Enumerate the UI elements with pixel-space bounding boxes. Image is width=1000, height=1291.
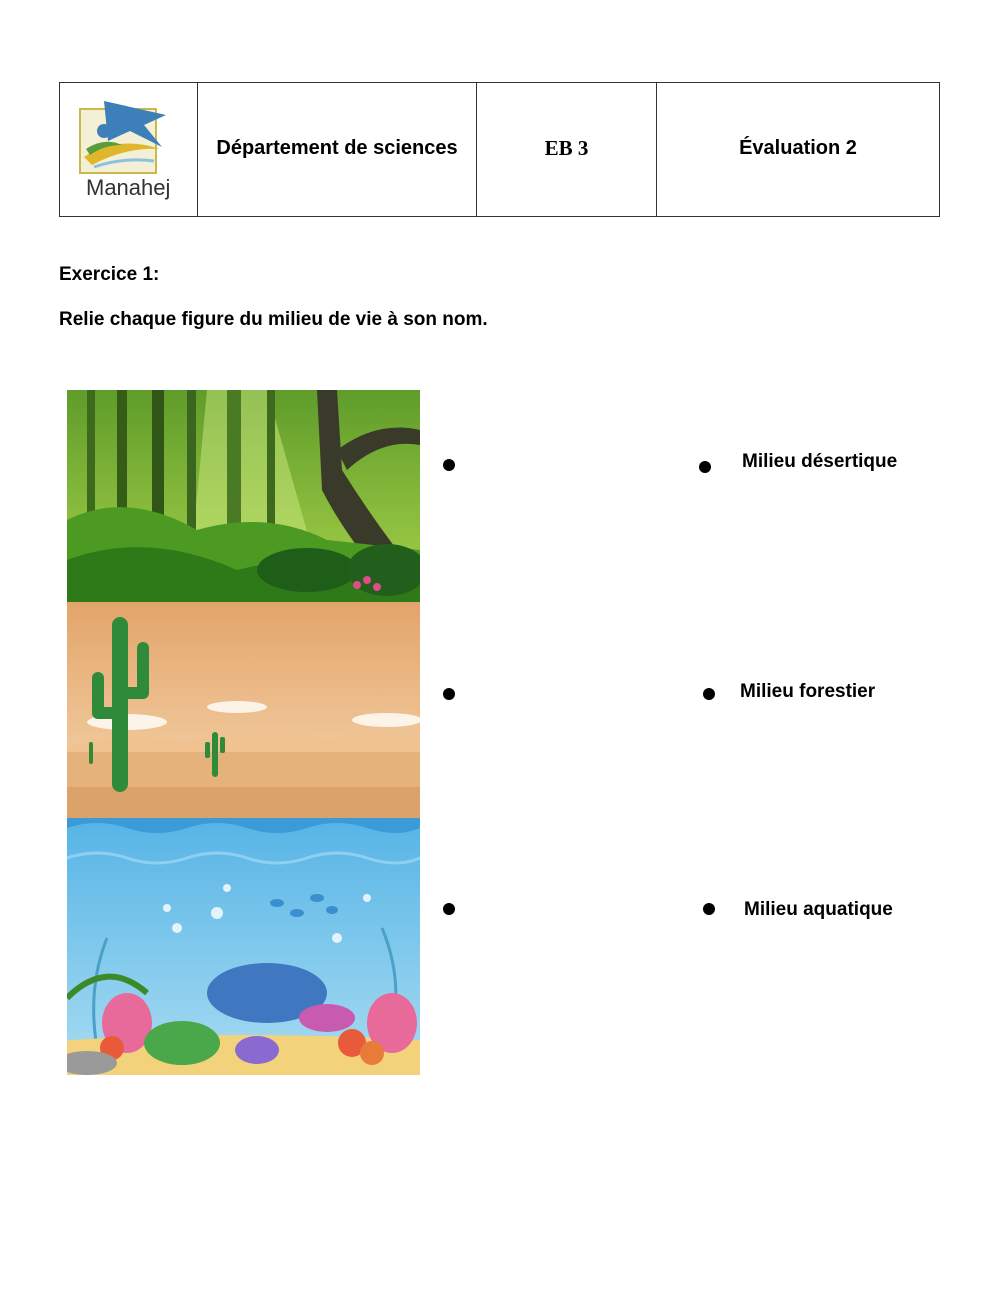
logo-text: Manahej xyxy=(86,175,171,200)
department-cell xyxy=(198,83,477,217)
exercise-title: Exercice 1: xyxy=(59,264,160,285)
forest-image xyxy=(67,390,420,602)
evaluation-cell xyxy=(657,83,940,217)
grade-cell xyxy=(477,83,657,217)
image-dot-2[interactable] xyxy=(443,688,455,700)
label-dot-1[interactable] xyxy=(699,461,711,473)
label-desert: Milieu désertique xyxy=(742,451,898,472)
header-table xyxy=(59,82,940,217)
grade-label: EB 3 xyxy=(544,136,589,160)
image-dot-1[interactable] xyxy=(443,459,455,471)
logo-cell xyxy=(60,83,198,217)
exercise-instruction: Relie chaque figure du milieu de vie à son nom. xyxy=(59,309,488,330)
image-dot-3[interactable] xyxy=(443,903,455,915)
label-aquatic: Milieu aquatique xyxy=(744,899,893,920)
department-title: Département de sciences xyxy=(216,137,458,159)
manahej-logo-icon xyxy=(74,91,184,181)
desert-image xyxy=(67,602,420,818)
label-dot-3[interactable] xyxy=(703,903,715,915)
evaluation-label: Évaluation 2 xyxy=(739,137,857,159)
label-forest: Milieu forestier xyxy=(740,681,876,702)
underwater-image xyxy=(67,818,420,1075)
label-dot-2[interactable] xyxy=(703,688,715,700)
